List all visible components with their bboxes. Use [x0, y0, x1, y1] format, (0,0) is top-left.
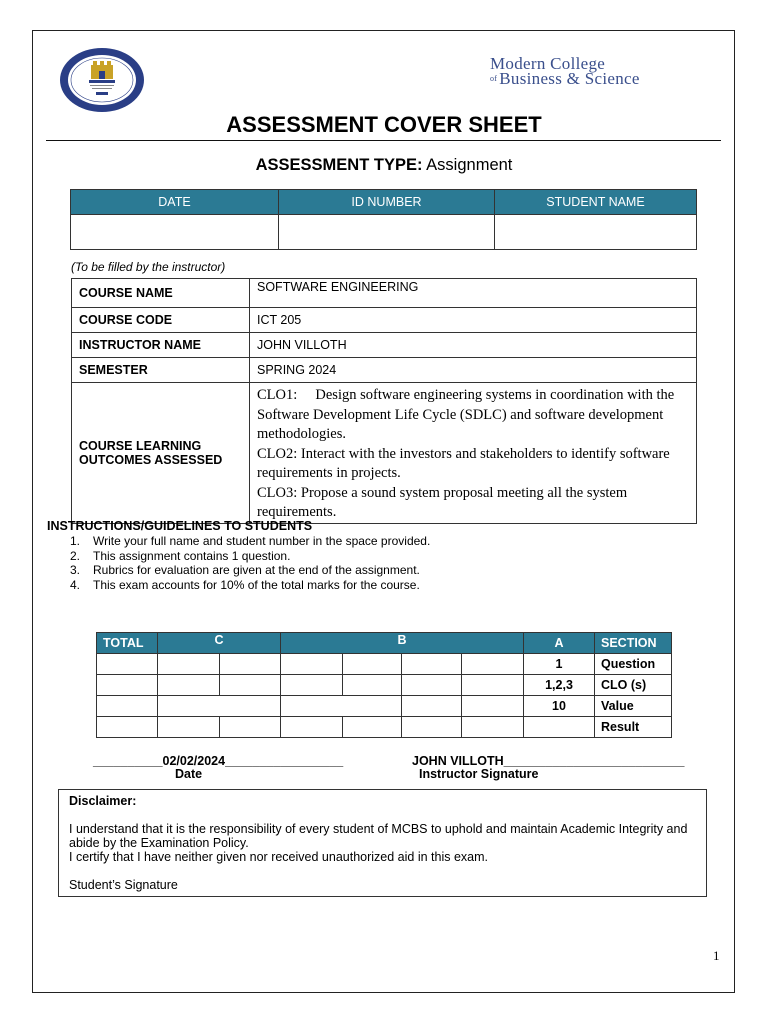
- assessment-type-label: ASSESSMENT TYPE:: [255, 156, 423, 174]
- table-row: [97, 654, 672, 675]
- item-number: 3.: [70, 563, 81, 577]
- item-text: This assignment contains 1 question.: [93, 548, 291, 563]
- student-name-field[interactable]: [495, 215, 697, 250]
- college-name-logo: [490, 56, 640, 86]
- row-label: CLO (s): [595, 675, 672, 696]
- date-signature-line: __________02/02/2024_________________: [93, 754, 344, 768]
- date-signature-label: Date: [175, 767, 203, 781]
- instructor-signature-line: JOHN VILLOTH__________________________: [412, 754, 685, 768]
- marks-table: [96, 632, 672, 738]
- item-number: 4.: [70, 577, 81, 592]
- list-item: [70, 563, 430, 578]
- semester-value: SPRING 2024: [250, 358, 697, 383]
- row-label: Result: [595, 717, 672, 738]
- clo-label-line-2: OUTCOMES ASSESSED: [79, 452, 223, 467]
- clo-list: [250, 383, 697, 524]
- a-cell: 1: [524, 654, 595, 675]
- title-divider: [46, 140, 721, 141]
- course-code-label: COURSE CODE: [72, 308, 250, 333]
- a-cell: 1,2,3: [524, 675, 595, 696]
- student-info-table: [70, 189, 697, 250]
- item-number: 2.: [70, 548, 81, 563]
- list-item: [70, 578, 430, 593]
- section-header: SECTION: [595, 633, 672, 654]
- disclaimer-title: Disclaimer:: [69, 794, 137, 808]
- item-number: 1.: [70, 534, 81, 548]
- semester-label: SEMESTER: [72, 358, 250, 383]
- clo-item: CLO2: Interact with the investors and stakeholders to identify software requirements in projects.: [257, 445, 670, 481]
- total-header: TOTAL: [97, 633, 158, 654]
- disclaimer-certify: I certify that I have neither given nor received unauthorized aid in this exam.: [69, 850, 488, 864]
- disclaimer-box: [58, 789, 707, 897]
- a-cell: [524, 717, 595, 738]
- brand-line-1: Modern College: [490, 54, 606, 73]
- table-row: [97, 696, 672, 717]
- assessment-type-value: Assignment: [426, 156, 513, 174]
- instructions-title: INSTRUCTIONS/GUIDELINES TO STUDENTS: [47, 519, 313, 533]
- clo-label-line-1: COURSE LEARNING: [79, 438, 202, 453]
- item-text: Write your full name and student number in the space provided.: [93, 534, 431, 548]
- page-number: 1: [713, 948, 720, 963]
- table-row: [97, 717, 672, 738]
- item-text: This exam accounts for 10% of the total marks for the course.: [93, 577, 420, 592]
- course-name-label: COURSE NAME: [72, 279, 250, 308]
- a-cell: 10: [524, 696, 595, 717]
- section-a-header: A: [524, 633, 595, 654]
- student-name-header: STUDENT NAME: [495, 190, 697, 215]
- instructor-signature-label: Instructor Signature: [419, 767, 539, 781]
- instructor-fill-note: (To be filled by the instructor): [71, 260, 226, 274]
- clo-item: CLO3: Propose a sound system proposal meeting all the system requirements.: [257, 484, 628, 520]
- list-item: [70, 549, 430, 564]
- student-signature-label: Student’s Signature: [69, 878, 178, 892]
- assessment-type: [0, 156, 768, 175]
- date-header: DATE: [71, 190, 279, 215]
- section-b-header: B: [281, 633, 524, 654]
- item-text: Rubrics for evaluation are given at the end of the assignment.: [93, 563, 420, 577]
- instructions-list: [70, 534, 430, 592]
- brand-of: of: [490, 74, 498, 83]
- college-seal-logo: [59, 47, 145, 113]
- course-info-table: [71, 278, 697, 524]
- disclaimer-text: I understand that it is the responsibility of every student of MCBS to uphold and maintain Academic Integrity and abide by the Examination Policy.: [69, 822, 688, 850]
- row-label: Question: [595, 654, 672, 675]
- table-row: [97, 675, 672, 696]
- date-field[interactable]: [71, 215, 279, 250]
- row-label: Value: [595, 696, 672, 717]
- brand-line-2: Business & Science: [499, 69, 640, 88]
- id-number-header: ID NUMBER: [279, 190, 495, 215]
- id-number-field[interactable]: [279, 215, 495, 250]
- list-item: [70, 534, 430, 549]
- course-code-value: ICT 205: [250, 308, 697, 333]
- clo-label: [72, 383, 250, 524]
- clo-item: CLO1: Design software engineering systems in coordination with the Software Development Life Cycle (SDLC) and software development methodologies.: [257, 387, 675, 442]
- course-name-value: SOFTWARE ENGINEERING: [250, 279, 697, 308]
- instructor-name-value: JOHN VILLOTH: [250, 333, 697, 358]
- page-title: ASSESSMENT COVER SHEET: [226, 112, 542, 137]
- section-c-header: C: [158, 633, 281, 654]
- instructor-name-label: INSTRUCTOR NAME: [72, 333, 250, 358]
